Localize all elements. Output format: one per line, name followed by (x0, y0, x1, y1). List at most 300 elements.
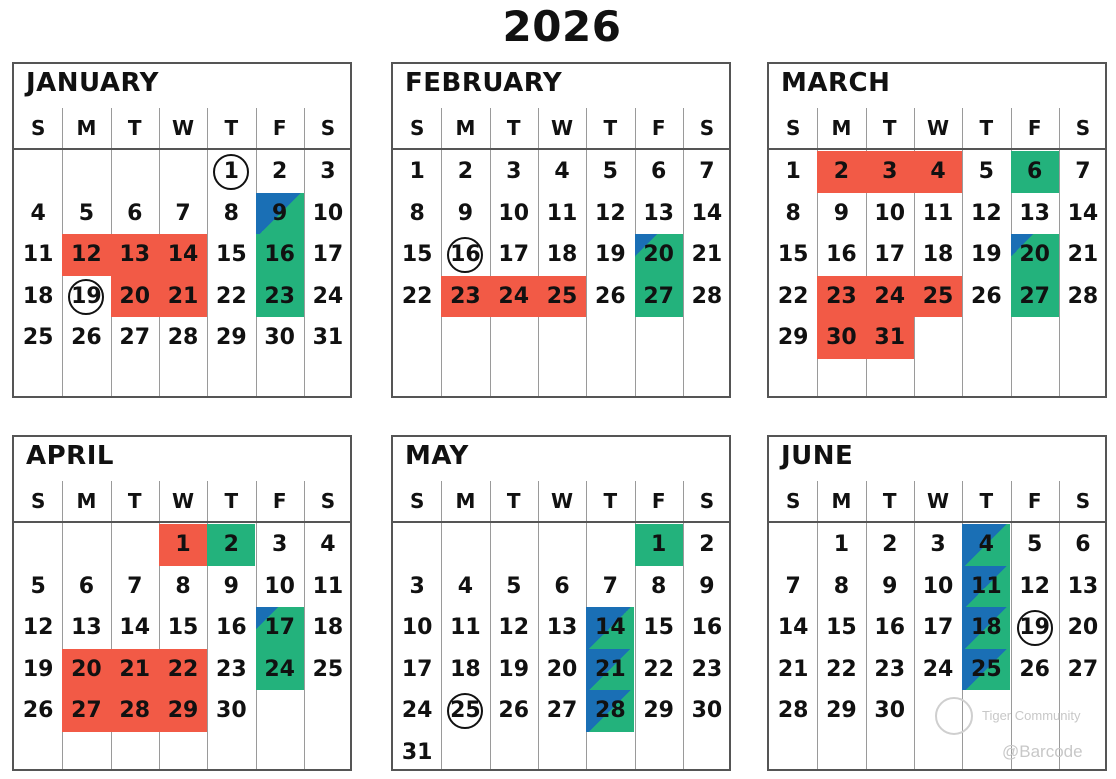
day-cell (304, 234, 352, 276)
weekday-label: S (409, 116, 425, 140)
day-cell-red (62, 649, 110, 691)
weekday-label: T (127, 116, 142, 140)
day-cell-red (866, 151, 914, 193)
day-cell (490, 193, 538, 235)
weekday-label: F (651, 489, 666, 513)
day-cell (14, 276, 62, 318)
day-cell (635, 193, 683, 235)
day-number: 9 (699, 573, 715, 599)
day-cell (207, 566, 255, 608)
day-cell-green (635, 524, 683, 566)
day-number: 14 (777, 615, 809, 641)
header-divider (14, 148, 350, 150)
day-cell-green (256, 276, 304, 318)
day-cell (207, 317, 255, 359)
day-number: 10 (874, 200, 906, 226)
day-cell (207, 607, 255, 649)
day-cell-red (62, 690, 110, 732)
day-number: 31 (874, 325, 906, 351)
day-cell (62, 193, 110, 235)
day-cell (393, 234, 441, 276)
day-number: 9 (833, 200, 850, 226)
day-number: 9 (457, 200, 474, 226)
day-cell (586, 234, 634, 276)
page-title: 2026 (502, 2, 622, 51)
day-cell (914, 649, 962, 691)
day-number: 26 (71, 325, 102, 351)
day-number: 20 (546, 656, 578, 682)
day-number: 19 (71, 283, 102, 309)
day-cell (490, 649, 538, 691)
day-cell (207, 690, 255, 732)
day-cell (866, 524, 914, 566)
day-number: 7 (175, 200, 191, 226)
day-cell (62, 276, 110, 318)
day-cell (1059, 193, 1107, 235)
day-cell (538, 649, 586, 691)
day-cell (207, 649, 255, 691)
day-number: 11 (922, 200, 954, 226)
day-number: 22 (216, 283, 247, 309)
day-number: 6 (78, 573, 95, 599)
day-number: 17 (498, 242, 530, 268)
day-cell-red (111, 690, 159, 732)
day-cell (304, 193, 352, 235)
day-cell (1059, 151, 1107, 193)
day-cell (256, 151, 304, 193)
day-cell (1059, 649, 1107, 691)
weekday-label: S (785, 116, 801, 140)
day-number: 6 (650, 159, 667, 184)
day-number: 13 (1019, 200, 1050, 226)
day-number: 30 (826, 325, 857, 351)
header-divider (769, 148, 1105, 150)
day-cell-red (159, 649, 207, 691)
day-number: 8 (650, 573, 667, 599)
day-number: 7 (602, 573, 618, 599)
month-title: JANUARY (26, 68, 159, 98)
day-cell (538, 607, 586, 649)
weekday-label: T (882, 489, 897, 513)
day-cell (441, 234, 489, 276)
day-number: 27 (1067, 656, 1099, 682)
day-number: 3 (506, 159, 522, 184)
day-cell (817, 690, 865, 732)
day-number: 27 (643, 283, 674, 309)
day-cell-corner (256, 607, 304, 649)
day-cell-red (866, 276, 914, 318)
day-cell (111, 317, 159, 359)
day-cell (683, 276, 731, 318)
day-cell (441, 151, 489, 193)
day-number: 18 (312, 615, 344, 641)
day-cell (304, 151, 352, 193)
day-number: 8 (175, 573, 191, 599)
day-cell (159, 607, 207, 649)
day-number: 12 (1019, 573, 1050, 599)
day-number: 27 (546, 698, 578, 724)
day-number: 18 (922, 242, 954, 268)
day-number: 5 (1026, 532, 1043, 557)
weekday-label: M (831, 116, 852, 140)
weekday-label: F (1027, 116, 1042, 140)
watermark-brand: Tiger Community (982, 708, 1081, 723)
day-number: 11 (971, 573, 1002, 599)
day-cell (817, 524, 865, 566)
day-number: 23 (450, 283, 481, 309)
day-number: 28 (691, 283, 723, 309)
day-number: 4 (554, 159, 570, 184)
day-cell (817, 193, 865, 235)
day-number: 27 (71, 698, 102, 724)
weekday-label: W (551, 116, 574, 140)
weekday-label: W (172, 116, 195, 140)
day-cell (256, 317, 304, 359)
day-cell (769, 690, 817, 732)
day-number: 29 (167, 698, 199, 724)
day-cell (962, 151, 1010, 193)
day-number: 16 (216, 615, 247, 641)
day-number: 15 (216, 242, 247, 268)
day-number: 22 (826, 656, 857, 682)
day-number: 24 (401, 698, 433, 724)
day-number: 20 (1067, 615, 1099, 641)
day-cell (538, 566, 586, 608)
day-cell (393, 649, 441, 691)
weekday-label: T (603, 116, 618, 140)
day-cell (635, 566, 683, 608)
day-cell (769, 276, 817, 318)
day-number: 15 (643, 615, 674, 641)
day-cell-split (962, 524, 1010, 566)
day-number: 6 (1026, 159, 1043, 184)
weekday-label: M (831, 489, 852, 513)
day-number: 25 (22, 325, 54, 351)
day-cell-red (62, 234, 110, 276)
day-cell-green (207, 524, 255, 566)
day-cell (914, 607, 962, 649)
day-number: 6 (1075, 532, 1091, 557)
day-number: 28 (119, 698, 151, 724)
day-cell-red (159, 524, 207, 566)
weekday-label: T (979, 489, 994, 513)
day-number: 17 (922, 615, 954, 641)
day-cell (683, 649, 731, 691)
day-cell-red (111, 649, 159, 691)
day-cell (490, 566, 538, 608)
day-cell (817, 234, 865, 276)
day-cell (683, 524, 731, 566)
day-cell (441, 649, 489, 691)
month-title: MARCH (781, 68, 891, 98)
day-number: 19 (971, 242, 1002, 268)
day-cell (683, 151, 731, 193)
day-cell (866, 234, 914, 276)
weekday-label: S (320, 489, 336, 513)
day-cell (866, 690, 914, 732)
day-cell-red (159, 234, 207, 276)
day-number: 1 (785, 159, 801, 184)
day-number: 13 (643, 200, 674, 226)
day-cell-green (256, 649, 304, 691)
day-cell (304, 607, 352, 649)
day-number: 23 (874, 656, 906, 682)
day-number: 25 (312, 656, 344, 682)
weekday-label: S (699, 116, 715, 140)
day-cell-red (866, 317, 914, 359)
day-number: 2 (833, 159, 850, 184)
day-number: 28 (595, 698, 626, 724)
day-number: 18 (450, 656, 481, 682)
day-number: 5 (978, 159, 994, 184)
day-cell (159, 566, 207, 608)
day-number: 5 (506, 573, 522, 599)
day-cell (159, 193, 207, 235)
day-cell (769, 607, 817, 649)
day-number: 19 (595, 242, 626, 268)
day-cell (962, 193, 1010, 235)
weekday-label: T (506, 489, 521, 513)
weekday-label: M (76, 116, 97, 140)
day-cell (769, 151, 817, 193)
day-cell (490, 234, 538, 276)
day-number: 17 (874, 242, 906, 268)
day-number: 12 (71, 242, 102, 268)
day-cell-red (490, 276, 538, 318)
day-cell (62, 607, 110, 649)
day-cell-split (586, 607, 634, 649)
weekday-label: S (699, 489, 715, 513)
day-number: 2 (699, 532, 715, 557)
day-cell (962, 234, 1010, 276)
day-cell (393, 151, 441, 193)
day-number: 13 (71, 615, 102, 641)
day-number: 21 (691, 242, 723, 268)
day-number: 23 (264, 283, 295, 309)
day-number: 13 (1067, 573, 1099, 599)
day-cell (304, 524, 352, 566)
day-number: 21 (1067, 242, 1099, 268)
day-number: 31 (312, 325, 344, 351)
day-cell (769, 566, 817, 608)
day-number: 26 (595, 283, 626, 309)
day-cell-split (962, 566, 1010, 608)
day-cell-red (111, 234, 159, 276)
day-number: 28 (1067, 283, 1099, 309)
day-cell (1059, 234, 1107, 276)
day-cell (393, 607, 441, 649)
day-cell-red (817, 317, 865, 359)
day-cell (207, 276, 255, 318)
day-cell (14, 317, 62, 359)
day-cell (538, 690, 586, 732)
day-cell-green (635, 276, 683, 318)
day-cell-red (538, 276, 586, 318)
day-number: 18 (22, 283, 54, 309)
day-number: 4 (457, 573, 474, 599)
day-number: 10 (498, 200, 530, 226)
weekday-label: F (651, 116, 666, 140)
day-number: 29 (826, 698, 857, 724)
day-cell (441, 193, 489, 235)
weekday-label: S (1075, 489, 1091, 513)
day-cell (866, 193, 914, 235)
day-cell (635, 649, 683, 691)
day-number: 4 (30, 200, 46, 226)
day-number: 29 (777, 325, 809, 351)
day-cell (62, 317, 110, 359)
day-cell (14, 649, 62, 691)
weekday-label: T (506, 116, 521, 140)
day-cell (586, 566, 634, 608)
day-number: 9 (271, 200, 288, 226)
day-cell (914, 566, 962, 608)
day-cell (586, 151, 634, 193)
weekday-label: M (455, 116, 476, 140)
day-number: 20 (1019, 242, 1050, 268)
day-number: 18 (971, 615, 1002, 641)
day-cell (538, 151, 586, 193)
weekday-label: F (272, 116, 287, 140)
day-number: 21 (777, 656, 809, 682)
weekday-label: S (785, 489, 801, 513)
day-number: 5 (602, 159, 618, 184)
day-number: 10 (312, 200, 344, 226)
day-number: 7 (699, 159, 715, 184)
header-divider (393, 148, 729, 150)
day-number: 15 (777, 242, 809, 268)
day-cell (817, 649, 865, 691)
day-cell (914, 234, 962, 276)
day-cell (159, 317, 207, 359)
day-number: 11 (312, 573, 344, 599)
weekday-label: M (455, 489, 476, 513)
day-number: 22 (777, 283, 809, 309)
day-number: 22 (167, 656, 199, 682)
day-number: 28 (167, 325, 199, 351)
day-cell (586, 193, 634, 235)
day-number: 30 (691, 698, 723, 724)
day-cell (111, 566, 159, 608)
day-cell (441, 607, 489, 649)
day-cell-red (914, 151, 962, 193)
day-cell (14, 607, 62, 649)
day-number: 16 (691, 615, 723, 641)
day-number: 25 (450, 698, 481, 724)
day-number: 2 (223, 532, 239, 557)
day-cell-green (256, 234, 304, 276)
day-number: 19 (22, 656, 54, 682)
header-divider (393, 521, 729, 523)
day-number: 9 (882, 573, 898, 599)
day-cell (207, 234, 255, 276)
weekday-label: S (1075, 116, 1091, 140)
day-number: 22 (643, 656, 674, 682)
day-cell (817, 607, 865, 649)
day-number: 12 (22, 615, 54, 641)
day-number: 21 (167, 283, 199, 309)
day-number: 19 (498, 656, 530, 682)
day-cell (14, 193, 62, 235)
month-may (391, 435, 731, 771)
day-cell (962, 276, 1010, 318)
day-cell (207, 193, 255, 235)
day-number: 30 (216, 698, 247, 724)
day-cell (769, 649, 817, 691)
day-cell (207, 151, 255, 193)
month-title: JUNE (781, 441, 854, 471)
day-number: 21 (119, 656, 151, 682)
day-cell (1059, 276, 1107, 318)
day-cell (538, 234, 586, 276)
day-cell (1011, 607, 1059, 649)
weekday-label: W (927, 116, 950, 140)
day-number: 4 (978, 532, 994, 557)
day-number: 16 (826, 242, 857, 268)
day-cell (769, 317, 817, 359)
day-cell (635, 151, 683, 193)
day-cell (1011, 566, 1059, 608)
day-cell (14, 234, 62, 276)
day-number: 6 (127, 200, 143, 226)
day-number: 23 (216, 656, 247, 682)
day-cell (1059, 524, 1107, 566)
day-number: 1 (223, 159, 239, 184)
day-cell (441, 690, 489, 732)
day-cell (62, 566, 110, 608)
header-divider (14, 521, 350, 523)
weekday-label: T (882, 116, 897, 140)
weekday-label: T (224, 489, 239, 513)
day-number: 8 (833, 573, 850, 599)
weekday-label: S (320, 116, 336, 140)
day-number: 27 (119, 325, 151, 351)
month-title: APRIL (26, 441, 114, 471)
day-cell (111, 607, 159, 649)
day-number: 5 (30, 573, 46, 599)
day-number: 8 (409, 200, 425, 226)
day-cell (304, 566, 352, 608)
day-number: 12 (971, 200, 1002, 226)
day-number: 20 (71, 656, 102, 682)
day-cell (256, 524, 304, 566)
day-cell (914, 193, 962, 235)
day-number: 10 (264, 573, 295, 599)
day-cell-corner (635, 234, 683, 276)
day-number: 3 (409, 573, 425, 599)
day-cell (866, 607, 914, 649)
day-cell (393, 732, 441, 774)
month-january (12, 62, 352, 398)
day-cell-red (817, 151, 865, 193)
day-number: 24 (874, 283, 906, 309)
day-cell (304, 276, 352, 318)
day-number: 20 (643, 242, 674, 268)
day-number: 23 (691, 656, 723, 682)
day-number: 14 (167, 242, 199, 268)
day-number: 30 (264, 325, 295, 351)
day-number: 2 (882, 532, 898, 557)
day-number: 16 (874, 615, 906, 641)
weekday-label: T (603, 489, 618, 513)
day-number: 12 (595, 200, 626, 226)
weekday-label: S (409, 489, 425, 513)
day-cell (393, 276, 441, 318)
day-number: 11 (22, 242, 54, 268)
day-cell-split (586, 690, 634, 732)
day-cell (1059, 566, 1107, 608)
day-cell-green (1011, 276, 1059, 318)
